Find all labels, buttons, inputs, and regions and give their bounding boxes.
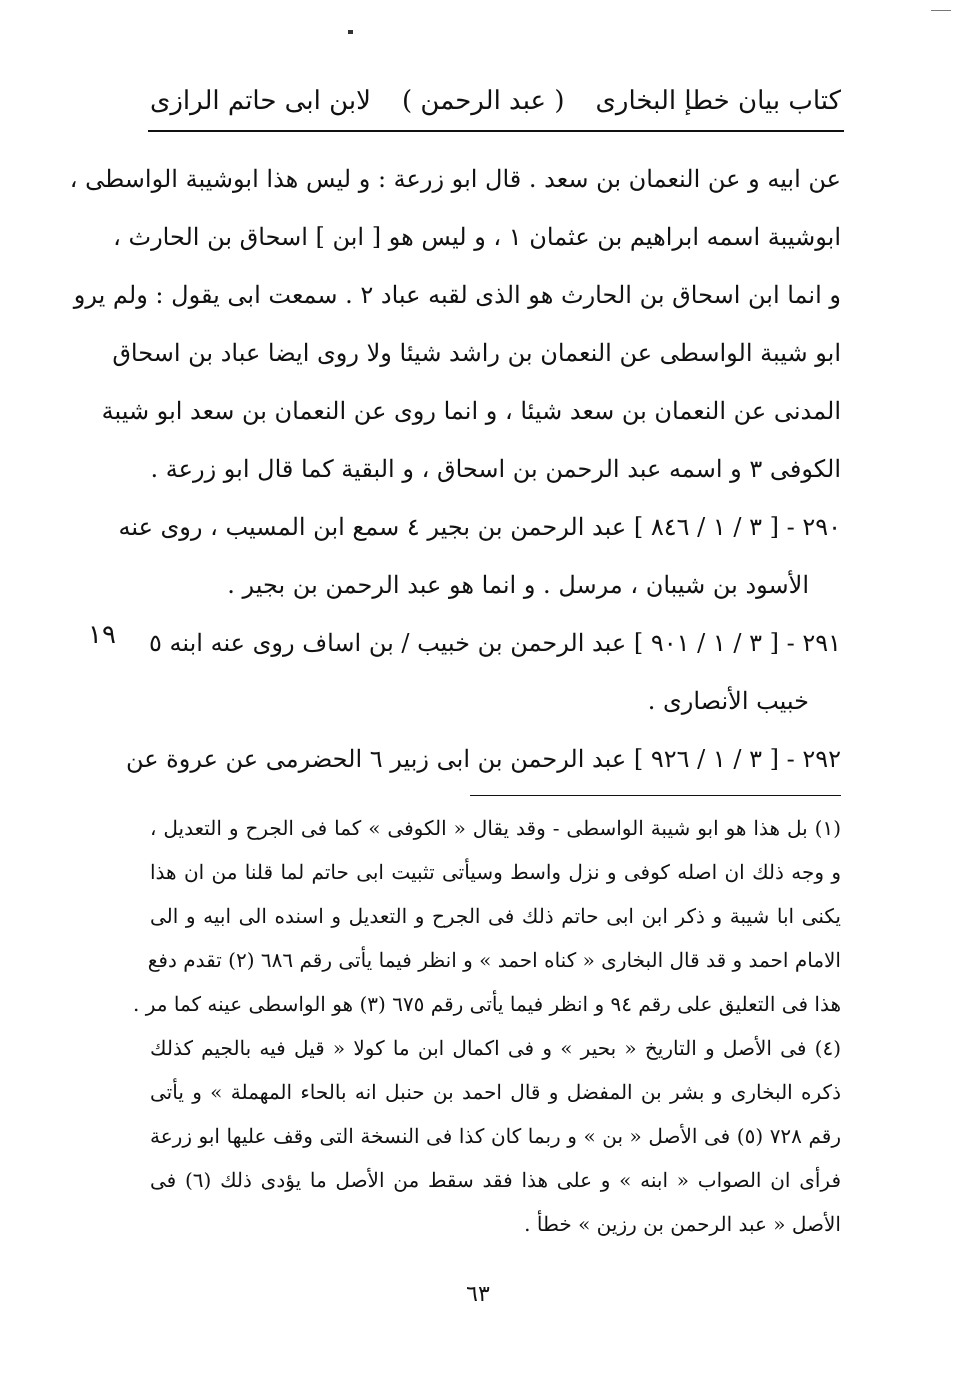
text-line: خبيب الأنصارى . (647, 687, 809, 715)
text-line: ابوشيبة اسمه ابراهيم بن عثمان ١ ، و ليس هو [ ابن ] اسحاق بن الحارث ، (113, 223, 841, 251)
footnote-rule (470, 795, 841, 796)
author-name: لابن ابى حاتم الرازى (150, 86, 371, 116)
entry-291: ٢٩١ - [ ٣ / ١ / ٩٠١ ] عبد الرحمن بن خبيب / بن اساف روى عنه ابنه ٥ (148, 629, 841, 657)
footnote-line: (١) بل هذا هو ابو شيبة الواسطى - وقد يقال « الكوفى » كما فى الجرح و التعديل ، (150, 816, 841, 840)
text-line: الكوفى ٣ و اسمه عبد الرحمن بن اسحاق ، و البقية كما قال ابو زرعة . (150, 455, 841, 483)
entry-290: ٢٩٠ - [ ٣ / ١ / ٨٤٦ ] عبد الرحمن بن بجير ٤ سمع ابن المسيب ، روى عنه (118, 513, 841, 541)
header-rule (148, 130, 844, 132)
running-header (150, 78, 841, 124)
main-text (69, 150, 841, 788)
footnote-line: رقم ٧٢٨ (٥) فى الأصل « بن » و ربما كان كذا فى النسخة التى وقف عليها ابو زرعة (150, 1124, 841, 1148)
book-title: كتاب بيان خطإ البخارى (595, 86, 841, 116)
footnote-line: هذا فى التعليق على رقم ٩٤ و انظر فيما يأتى رقم ٦٧٥ (٣) هو الواسطى عينه كما مر . (133, 992, 841, 1016)
footnote-line: الأصل « عبد الرحمن بن رزين » خطأ . (524, 1212, 841, 1236)
page-number: ٦٣ (466, 1282, 490, 1307)
scan-speck (931, 10, 951, 11)
entry-292: ٢٩٢ - [ ٣ / ١ / ٩٢٦ ] عبد الرحمن بن ابى زبير ٦ الحضرمى عن عروة عن (125, 745, 841, 773)
text-line: ابو شيبة الواسطى عن النعمان بن راشد شيئا ولا روى ايضا عباد بن اسحاق (112, 339, 841, 367)
footnote-line: الامام احمد و قد قال البخارى « كناه احمد » و انظر فيما يأتى رقم ٦٨٦ (٢) تقدم دفع (147, 948, 841, 972)
footnote-line: و وجه ذلك ان اصله كوفى و نزل واسط وسيأتى تثبيت ابى حاتم لما قلنا من ان هذا (150, 860, 841, 884)
scan-speck (348, 30, 353, 34)
text-line: عن ابيه و عن النعمان بن سعد . قال ابو زرعة : و ليس هذا ابوشيبة الواسطى ، (69, 165, 841, 193)
text-line: و انما ابن اسحاق بن الحارث هو الذى لقبه عباد ٢ . سمعت ابى يقول : ولم يرو (73, 281, 841, 309)
footnote-line: ذكره البخارى و بشر بن المفضل و قال احمد بن حنبل انه بالحاء المهملة » و يأتى (150, 1080, 841, 1104)
text-line: المدنى عن النعمان بن سعد شيئا ، و انما روى عن النعمان بن سعد ابو شيبة (101, 397, 841, 425)
text-line: الأسود بن شيبان ، مرسل . و انما هو عبد الرحمن بن بجير . (227, 571, 809, 599)
footnote-line: فرأى ان الصواب « ابنه » و على هذا فقد سقط من الأصل ما يؤدى ذلك (٦) فى (150, 1168, 841, 1192)
footnote-line: يكنى ابا شيبة و ذكر ابن ابى حاتم ذلك فى الجرح و التعديل و اسنده الى ابيه و الى (150, 904, 841, 928)
margin-page-number: ١٩ (88, 620, 116, 650)
footnote-line: (٤) فى الأصل و التاريخ « بحير » و فى اكمال ابن ما كولا « قيل فيه بالجيم كذلك (150, 1036, 841, 1060)
section-title: ( عبد الرحمن ) (402, 86, 565, 116)
footnotes (133, 806, 841, 1246)
